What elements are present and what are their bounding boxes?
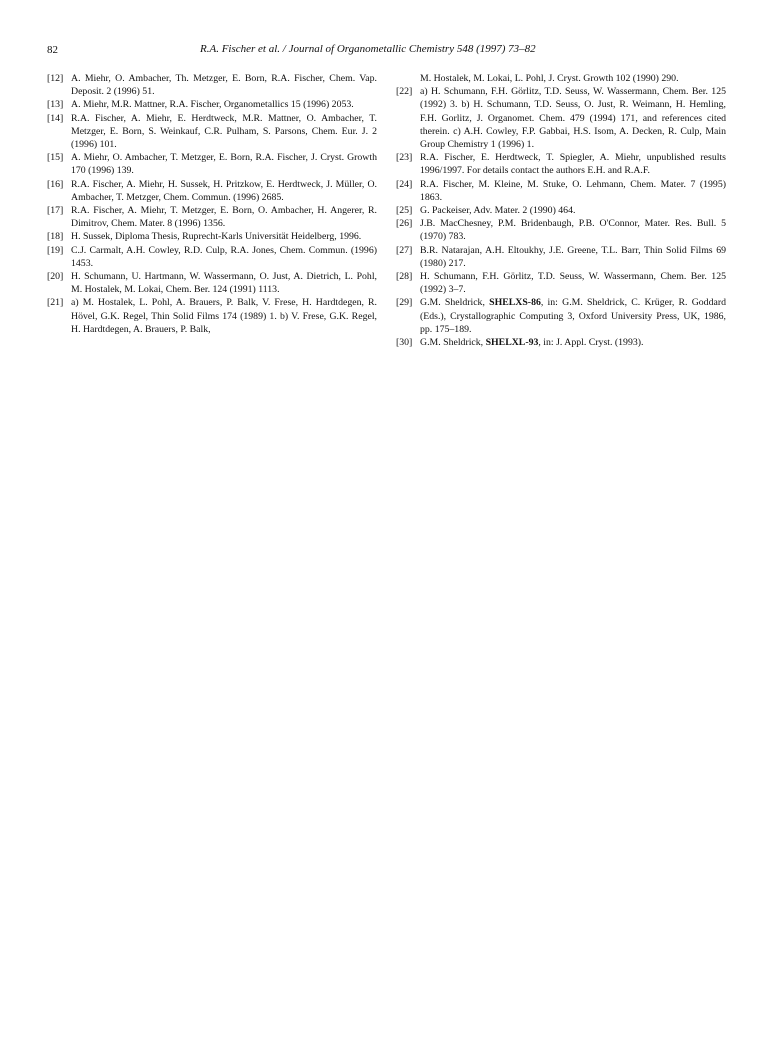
reference-item <box>47 204 377 230</box>
reference-text: A. Miehr, O. Ambacher, T. Metzger, E. Born, R.A. Fischer, J. Cryst. Growth 170 (1996) 139. <box>71 152 377 177</box>
reference-text: R.A. Fischer, A. Miehr, E. Herdtweck, M.R. Mattner, O. Ambacher, T. Metzger, E. Born, S. Weinkauf, C.R. Pulham, S. Parsons, Chem. Eur. J. 2 (1996) 101. <box>71 112 377 151</box>
reference-number: [20] <box>47 271 64 283</box>
reference-text: H. Sussek, Diploma Thesis, Ruprecht-Karls Universität Heidelberg, 1996. <box>71 231 362 243</box>
reference-number: [28] <box>396 271 413 283</box>
reference-text: a) H. Schumann, F.H. Görlitz, T.D. Seuss, W. Wassermann, Chem. Ber. 125 (1992) 3. b) H. Schumann, T.D. Seuss, O. Just, R. Weimann, H. Hemling, F.H. Gorlitz, J. Organomet. Chem. 479 (1994) 171, and references cited therein. c) A.H. Cowley, F.P. Gabbai, H.S. Isom, A. Decken, R. Culp, Main Group Chemistry 1 (1996) 1. <box>420 86 726 151</box>
running-header: R.A. Fischer et al. / Journal of Organometallic Chemistry 548 (1997) 73–82 <box>200 43 536 55</box>
reference-number: [25] <box>396 205 413 217</box>
reference-text: R.A. Fischer, E. Herdtweck, T. Spiegler, A. Miehr, unpublished results 1996/1997. For details contact the authors E.H. and R.A.F. <box>420 152 726 177</box>
reference-number: [27] <box>396 244 413 256</box>
reference-number: [17] <box>47 205 64 217</box>
reference-item <box>47 296 377 336</box>
reference-text-start: G.M. Sheldrick, <box>420 337 486 349</box>
reference-item <box>396 178 726 204</box>
reference-item <box>47 112 377 152</box>
reference-text: a) M. Hostalek, L. Pohl, A. Brauers, P. Balk, V. Frese, H. Hardtdegen, R. Hövel, G.K. Regel, Thin Solid Films 174 (1989) 1. b) V. Frese, G.K. Regel, H. Hardtdegen, A. Brauers, P. Balk, <box>71 297 377 335</box>
reference-number: [18] <box>47 231 64 243</box>
reference-text <box>420 296 726 336</box>
program-name: SHELXS-86 <box>489 297 541 309</box>
reference-item <box>47 98 377 111</box>
reference-text: C.J. Carmalt, A.H. Cowley, R.D. Culp, R.A. Jones, Chem. Commun. (1996) 1453. <box>71 244 377 269</box>
reference-number: [12] <box>47 73 64 84</box>
reference-text-start: G.M. Sheldrick, <box>420 297 490 309</box>
references-right-column <box>396 72 726 349</box>
reference-item <box>396 336 726 349</box>
reference-text: R.A. Fischer, M. Kleine, M. Stuke, O. Lehmann, Chem. Mater. 7 (1995) 1863. <box>420 178 726 203</box>
reference-text: R.A. Fischer, A. Miehr, T. Metzger, E. Born, O. Ambacher, H. Angerer, R. Dimitrov, Chem. Mater. 8 (1996) 1356. <box>71 205 377 230</box>
reference-continuation: M. Hostalek, M. Lokai, L. Pohl, J. Cryst. Growth 102 (1990) 290. <box>420 73 679 84</box>
reference-item <box>47 244 377 270</box>
reference-item <box>396 85 726 151</box>
reference-text <box>420 336 726 349</box>
reference-item <box>396 217 726 243</box>
reference-number: [30] <box>396 337 413 349</box>
program-name: SHELXL-93 <box>485 337 539 349</box>
reference-number: [24] <box>396 178 413 190</box>
reference-text: B.R. Natarajan, A.H. Eltoukhy, J.E. Greene, T.L. Barr, Thin Solid Films 69 (1980) 217. <box>420 244 726 269</box>
reference-text: H. Schumann, F.H. Görlitz, T.D. Seuss, W. Wassermann, Chem. Ber. 125 (1992) 3–7. <box>420 271 726 296</box>
reference-text: R.A. Fischer, A. Miehr, H. Sussek, H. Pritzkow, E. Herdtweck, J. Müller, O. Ambacher, T. Metzger, Chem. Commun. (1996) 2685. <box>71 178 377 203</box>
reference-text: A. Miehr, O. Ambacher, Th. Metzger, E. Born, R.A. Fischer, Chem. Vap. Deposit. 2 (1996) 51. <box>71 73 377 98</box>
reference-number: [13] <box>47 99 64 111</box>
reference-number: [22] <box>396 86 413 98</box>
reference-number: [21] <box>47 297 64 309</box>
reference-text-end: , in: J. Appl. Cryst. (1993). <box>538 337 644 349</box>
reference-item <box>47 178 377 204</box>
reference-item <box>396 244 726 270</box>
reference-text: A. Miehr, M.R. Mattner, R.A. Fischer, Organometallics 15 (1996) 2053. <box>71 99 354 111</box>
reference-number: [19] <box>47 244 64 256</box>
reference-number: [14] <box>47 112 64 124</box>
reference-item <box>47 72 377 98</box>
reference-item <box>396 296 726 336</box>
reference-text: H. Schumann, U. Hartmann, W. Wassermann, O. Just, A. Dietrich, L. Pohl, M. Hostalek, M. Lokai, Chem. Ber. 124 (1991) 1113. <box>71 271 377 296</box>
reference-number: [29] <box>396 297 413 309</box>
reference-number: [26] <box>396 218 413 230</box>
reference-number: [23] <box>396 152 413 164</box>
reference-item <box>396 151 726 177</box>
page-number: 82 <box>47 44 58 56</box>
reference-item <box>396 270 726 296</box>
reference-number: [15] <box>47 152 64 164</box>
reference-item <box>47 151 377 177</box>
reference-item <box>47 230 377 243</box>
reference-item <box>47 270 377 296</box>
references-left-column <box>47 72 377 336</box>
reference-text: G. Packeiser, Adv. Mater. 2 (1990) 464. <box>420 205 576 217</box>
reference-text-end: , in: G.M. Sheldrick, C. Krüger, R. Goddard (Eds.), Crystallographic Computing 3, Oxford University Press, UK, 1986, pp. 175–189. <box>420 297 726 335</box>
reference-number: [16] <box>47 178 64 190</box>
reference-text: J.B. MacChesney, P.M. Bridenbaugh, P.B. O'Connor, Mater. Res. Bull. 5 (1970) 783. <box>420 218 726 243</box>
reference-item <box>396 204 726 217</box>
